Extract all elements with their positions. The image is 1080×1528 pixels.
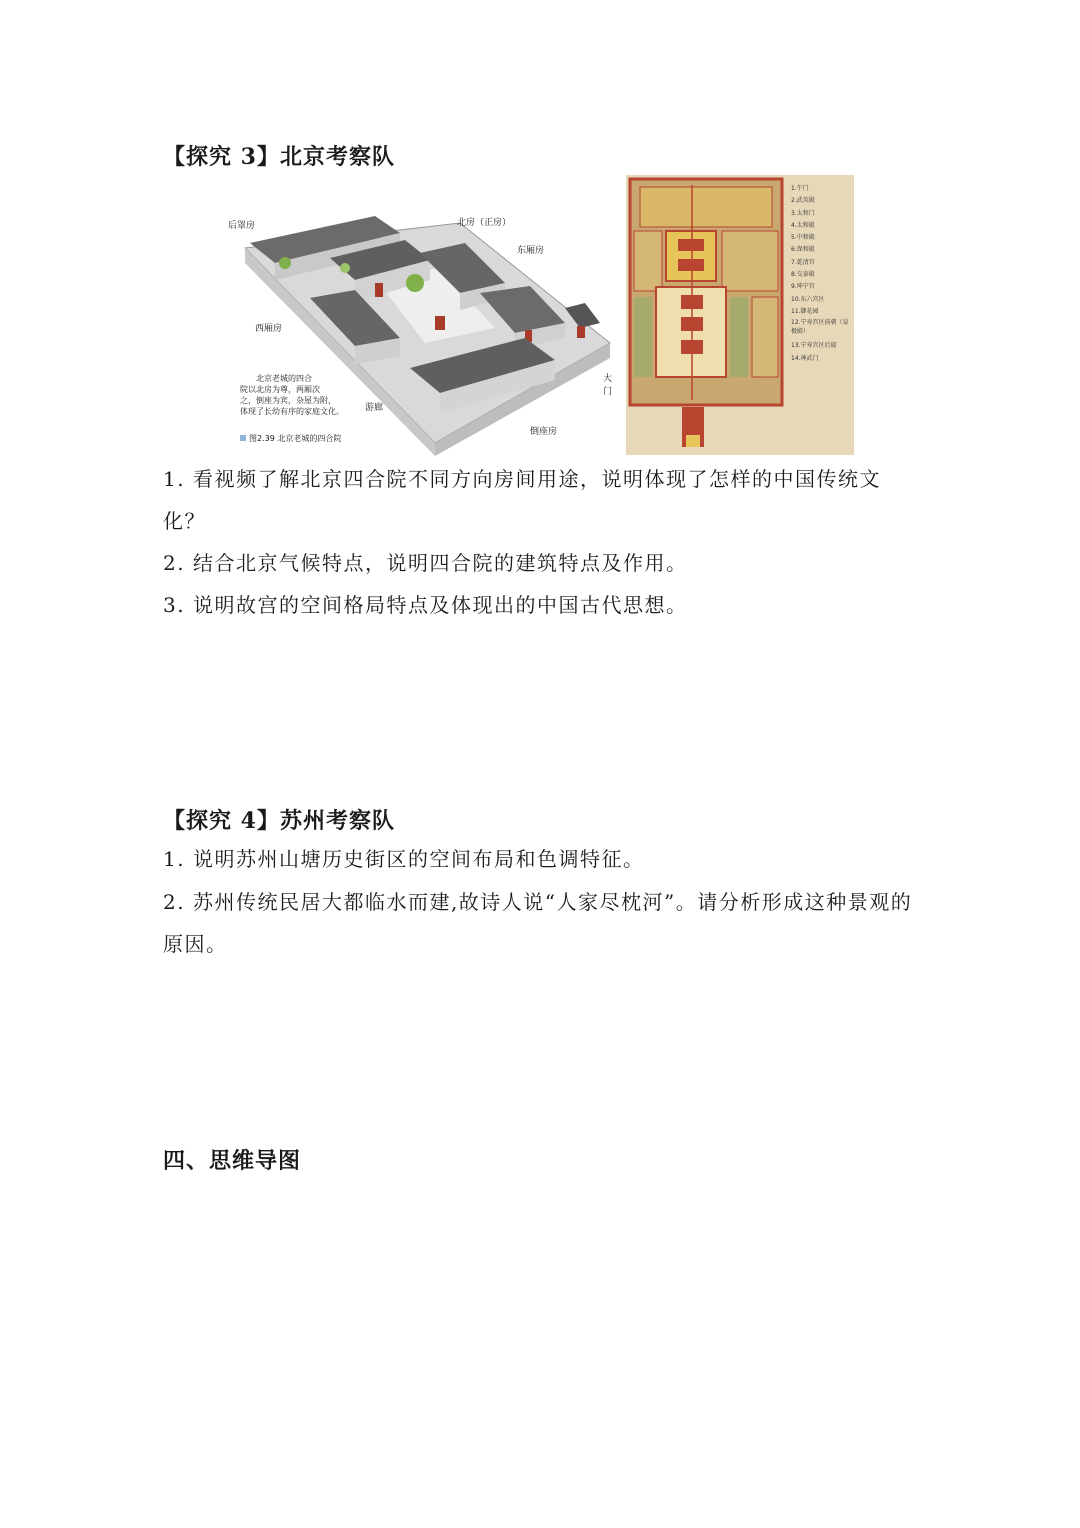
palace-legend bbox=[791, 183, 851, 365]
legend-item: 14.神武门 bbox=[791, 354, 819, 362]
legend-item: 13.宁寿宫区后寝 bbox=[791, 342, 837, 350]
label-west: 西厢房 bbox=[255, 324, 283, 334]
siheyuan-figure bbox=[225, 198, 620, 456]
siheyuan-illustration bbox=[225, 198, 620, 456]
section4-question-1: 1. 说明苏州山塘历史街区的空间布局和色调特征。 bbox=[163, 847, 645, 871]
caption-mark bbox=[240, 435, 246, 441]
section3-question-2: 2. 结合北京气候特点，说明四合院的建筑特点及作用。 bbox=[163, 551, 688, 575]
section3-question-1: 1. 看视频了解北京四合院不同方向房间用途，说明体现了怎样的中国传统文化？ bbox=[163, 467, 881, 533]
siheyuan-caption bbox=[240, 373, 355, 417]
label-corridor: 游廊 bbox=[365, 403, 384, 413]
section4-question-2: 2. 苏州传统民居大都临水而建,故诗人说“人家尽枕河”。请分析形成这种景观的原因。 bbox=[163, 890, 913, 956]
legend-item: 5.中和殿 bbox=[791, 234, 815, 242]
figure-caption: 图2.39 北京老城的四合院 bbox=[240, 433, 341, 444]
legend-item: 10.东六宫区 bbox=[791, 295, 825, 303]
caption-line: 院以北房为尊，两厢次 bbox=[240, 385, 320, 394]
legend-item: 1.午门 bbox=[791, 185, 809, 192]
label-east: 东厢房 bbox=[517, 246, 545, 256]
label-houzhao: 后罩房 bbox=[228, 221, 256, 231]
palace-map bbox=[626, 175, 854, 455]
section3-question-3: 3. 说明故宫的空间格局特点及体现出的中国古代思想。 bbox=[163, 593, 688, 617]
label-north: 北房（正房） bbox=[457, 218, 512, 228]
section4-heading: 【探究 4】苏州考察队 bbox=[163, 808, 395, 834]
legend-item: 6.保和殿 bbox=[791, 246, 815, 254]
legend-item: 2.武英殿 bbox=[791, 197, 815, 205]
section3-heading: 【探究 3】北京考察队 bbox=[163, 144, 395, 170]
legend-item: 8.交泰殿 bbox=[791, 271, 815, 279]
legend-item: 3.太和门 bbox=[791, 209, 815, 217]
section5-heading: 四、思维导图 bbox=[163, 1148, 302, 1174]
palace-map-illustration bbox=[626, 175, 786, 455]
label-daozuo: 倒座房 bbox=[530, 427, 558, 437]
caption-line: 之，倒座为宾，杂屋为附， bbox=[240, 396, 336, 405]
caption-line: 体现了长幼有序的家庭文化。 bbox=[240, 407, 344, 416]
legend-item: 9.坤宁宫 bbox=[791, 283, 815, 291]
legend-item: 4.太和殿 bbox=[791, 221, 815, 229]
caption-line: 北京老城的四合 bbox=[256, 374, 312, 383]
legend-item: 7.乾清宫 bbox=[791, 258, 815, 266]
legend-item: 11.御花园 bbox=[791, 307, 819, 315]
legend-item: 12.宁寿宫区前朝（皇极殿） bbox=[791, 319, 849, 336]
label-gate: 大门 bbox=[603, 374, 613, 397]
